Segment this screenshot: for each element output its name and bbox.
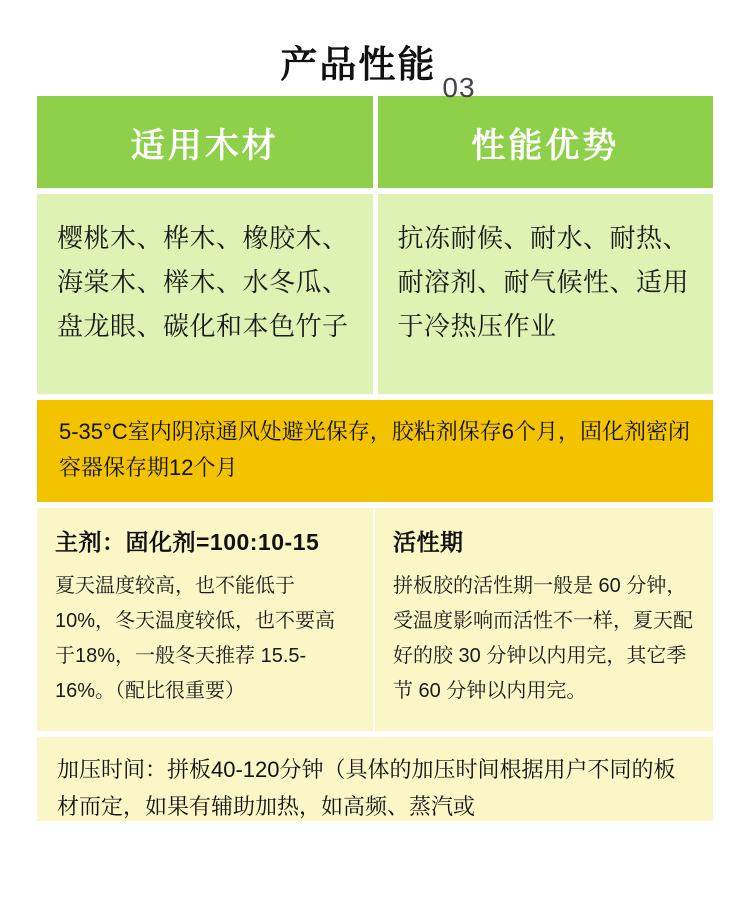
press-time-text: 加压时间：拼板40-120分钟（具体的加压时间根据用户不同的板材而定，如果有辅助加热，如高频、蒸汽或 [57, 757, 676, 819]
pot-life-column [375, 508, 713, 731]
page-header [0, 0, 750, 103]
storage-condition-bar [37, 400, 713, 502]
section-number: 03 [442, 72, 476, 103]
mix-ratio-body: 夏天温度较高，也不能低于10%，冬天温度较低，也不要高于18%，一般冬天推荐 15.5-16%。（配比很重要） [55, 575, 336, 702]
mix-ratio-section [37, 508, 713, 731]
body-cell-advantage [378, 194, 714, 394]
header-cell-wood-label: 适用木材 [130, 126, 279, 165]
table-cell-advantage [378, 194, 714, 394]
table-cell-wood [37, 194, 373, 394]
body-cell-wood-text: 樱桃木、桦木、橡胶木、海棠木、榉木、水冬瓜、盘龙眼、碳化和本色竹子 [57, 223, 349, 341]
mix-ratio-title: 主剂：固化剂=100:10-15 [55, 529, 320, 555]
table-column-wood [37, 96, 373, 188]
header-cell-advantage-label: 性能优势 [471, 126, 620, 165]
pot-life-title: 活性期 [393, 529, 464, 555]
spec-table-body-row [37, 194, 713, 394]
header-cell-advantage [378, 96, 714, 188]
header-cell-wood [37, 96, 373, 188]
press-time-bar [37, 737, 713, 821]
body-cell-wood [37, 194, 373, 394]
content-area [37, 96, 713, 821]
spec-table-header-row [37, 96, 713, 188]
pot-life-body: 拼板胶的活性期一般是 60 分钟，受温度影响而活性不一样，夏天配好的胶 30 分钟以内用完，其它季节 60 分钟以内用完。 [393, 575, 693, 702]
mix-ratio-column [37, 508, 375, 731]
storage-condition-text: 5-35°C室内阴凉通风处避光保存，胶粘剂保存6个月，固化剂密闭容器保存期12个月 [59, 419, 690, 480]
table-column-advantage [378, 96, 714, 188]
page-title: 产品性能 [280, 44, 437, 85]
body-cell-advantage-text: 抗冻耐候、耐水、耐热、耐溶剂、耐气候性、适用于冷热压作业 [397, 223, 690, 341]
